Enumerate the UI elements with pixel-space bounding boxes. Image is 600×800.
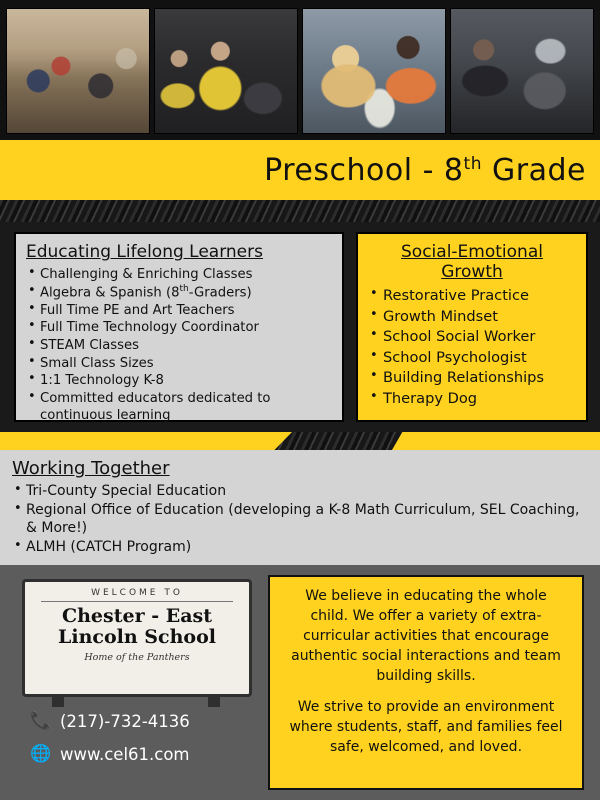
panel-right-title <box>368 242 576 282</box>
list-item: • School Social Worker <box>368 327 576 347</box>
mission-paragraph-2: We strive to provide an environment where students, staff, and families feel safe, welcomed, and loved. <box>289 699 563 756</box>
photo-classroom-group-work <box>6 8 150 134</box>
photo-therapy-dog <box>302 8 446 134</box>
list-item <box>26 266 332 283</box>
sign-welcome-text: WELCOME TO <box>91 588 183 598</box>
list-item: • Restorative Practice <box>368 286 576 306</box>
list-item <box>26 337 332 354</box>
list-item-sup: th <box>179 283 189 294</box>
panel-right-title-line1: Social-Emotional <box>401 242 543 262</box>
list-item <box>26 319 332 336</box>
photo-students-laptops <box>450 8 594 134</box>
list-item: • Therapy Dog <box>368 389 576 409</box>
mission-paragraph-1: We believe in educating the whole child. We offer a variety of extra-curricular activities that encourage authentic social interactions and team building skills. <box>291 588 561 684</box>
list-item: • ALMH (CATCH Program) <box>12 538 588 556</box>
contact-phone[interactable] <box>30 710 260 732</box>
list-item-text: Full Time PE and Art Teachers <box>40 302 235 318</box>
sign-tagline: Home of the Panthers <box>84 652 190 664</box>
panel-right-title-line2: Growth <box>441 262 503 283</box>
panel-right-list <box>368 286 576 408</box>
title-band <box>0 140 600 200</box>
list-item <box>26 372 332 389</box>
phone-icon: 📞 <box>30 711 52 731</box>
working-together-section <box>0 450 600 565</box>
photo-strip <box>0 0 600 140</box>
sign-post-right <box>208 697 220 707</box>
panel-left-list <box>26 266 332 424</box>
panel-social-emotional-growth <box>356 232 588 422</box>
panel-educating-lifelong-learners <box>14 232 344 422</box>
page-title-tail: Grade <box>481 152 586 188</box>
panels-section <box>0 222 600 432</box>
list-item-text: Full Time Technology Coordinator <box>40 320 259 336</box>
list-item-text: Committed educators dedicated to continuous learning <box>40 391 271 424</box>
list-item <box>26 390 332 424</box>
hatch-divider-top <box>0 200 600 222</box>
yellow-wedge-left <box>0 432 292 450</box>
list-item-text: Small Class Sizes <box>40 355 154 371</box>
yellow-wedge-right <box>392 432 600 450</box>
contact-website[interactable] <box>30 743 260 765</box>
photo-volleyball-team <box>154 8 298 134</box>
page-title-main: Preschool - 8 <box>264 152 464 188</box>
list-item-text: 1:1 Technology K-8 <box>40 373 164 389</box>
page-title-ordinal: th <box>463 153 482 174</box>
school-sign-graphic <box>22 579 252 697</box>
list-item: • Regional Office of Education (developing a K-8 Math Curriculum, SEL Coaching, & More!) <box>12 501 588 538</box>
list-item-tail: -Graders) <box>188 285 252 301</box>
list-item: • Building Relationships <box>368 368 576 388</box>
list-item <box>26 302 332 319</box>
phone-number: (217)-732-4136 <box>60 711 190 731</box>
sign-divider <box>41 601 234 602</box>
working-together-list <box>12 482 588 557</box>
list-item-text: Algebra & Spanish (8 <box>40 285 180 301</box>
sign-school-name-line2: Lincoln School <box>58 625 216 648</box>
globe-icon: 🌐 <box>30 744 52 764</box>
list-item-text: STEAM Classes <box>40 338 140 354</box>
list-item: • Tri-County Special Education <box>12 482 588 500</box>
website-url: www.cel61.com <box>60 744 190 764</box>
page-title <box>264 153 586 188</box>
list-item: • School Psychologist <box>368 348 576 368</box>
working-together-title: Working Together <box>12 458 170 479</box>
sign-post-left <box>52 697 64 707</box>
sign-school-name-line1: Chester - East <box>62 605 212 627</box>
footer-section <box>0 565 600 800</box>
mission-statement-box <box>268 575 584 790</box>
list-item: • Growth Mindset <box>368 307 576 327</box>
list-item-text: Challenging & Enriching Classes <box>40 267 253 283</box>
panel-left-title: Educating Lifelong Learners <box>26 242 263 262</box>
sign-school-name <box>25 606 249 647</box>
list-item <box>26 284 332 302</box>
list-item <box>26 355 332 372</box>
